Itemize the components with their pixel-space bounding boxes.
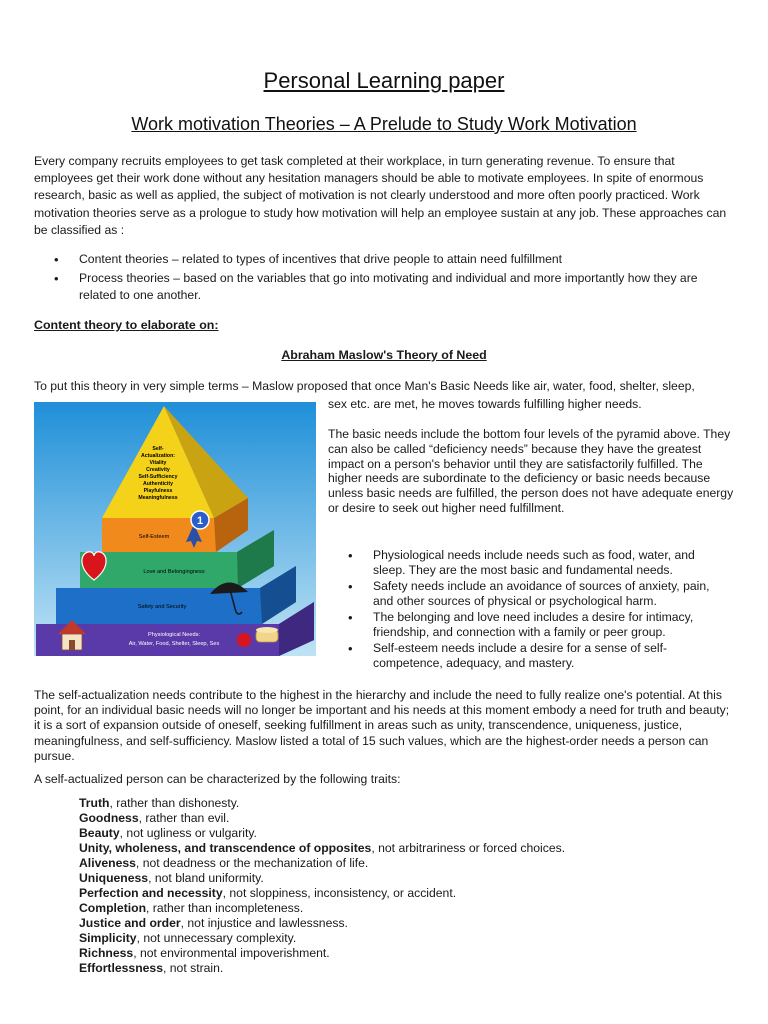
trait-desc: , not environmental impoverishment. [133, 946, 330, 960]
list-item: • Physiological needs include needs such as food, water, and sleep. They are the most basic and fundamental needs. [328, 548, 728, 578]
safety-label: Safety and Security [137, 604, 187, 610]
svg-text:1: 1 [196, 515, 204, 527]
list-item: • The belonging and love need includes a desire for intimacy, friendship, and connection with a family or peer group. [328, 610, 728, 640]
approaches-list [34, 251, 734, 307]
trait-desc: , rather than evil. [138, 811, 230, 825]
intro-paragraph: Every company recruits employees to get task completed at their workplace, in turn generating revenue. To ensure that employees get their work done without any hesitation managers should be able to motivate employees. In spite of enormous research, basic as well as applied, the subject of motivation is not clearly understood and more often poorly practiced. Work motivation theories serve as a prologue to study how motivation will help an employee sustain at any job. These approaches can be classified as : [34, 154, 727, 237]
top-label: Meaningfulness [138, 495, 178, 501]
traits-list [79, 796, 719, 976]
trait-item [79, 826, 719, 841]
physio-label: Physiological Needs: [148, 632, 200, 638]
trait-item [79, 871, 719, 886]
maslow-intro-line2: sex etc. are met, he moves towards fulfilling higher needs. [328, 397, 642, 411]
trait-term: Aliveness [79, 856, 136, 870]
trait-item [79, 931, 719, 946]
maslow-pyramid-image [34, 402, 316, 656]
trait-item [79, 961, 719, 976]
top-label: Authenticity [143, 481, 173, 487]
trait-item [79, 796, 719, 811]
trait-item [79, 811, 719, 826]
traits-intro: A self-actualized person can be characterized by the following traits: [34, 772, 401, 786]
trait-desc: , not injustice and lawlessness. [180, 916, 348, 930]
trait-term: Completion [79, 901, 147, 915]
trait-item [79, 886, 719, 901]
trait-term: Goodness [79, 811, 139, 825]
top-label: Creativity [146, 467, 170, 473]
trait-desc: , not deadness or the mechanization of life. [135, 856, 369, 870]
trait-term: Perfection and necessity [79, 886, 223, 900]
trait-desc: , not ugliness or vulgarity. [119, 826, 257, 840]
top-label: Vitality [149, 460, 167, 466]
list-item: • Content theories – related to types of incentives that drive people to attain need fulfillment [34, 251, 734, 268]
top-label: Playfulness [143, 488, 173, 494]
list-item: • Process theories – based on the variables that go into motivating and individual and more importantly how they are related to one another. [34, 270, 734, 304]
love-label: Love and Belongingness [143, 569, 205, 575]
trait-desc: , not unnecessary complexity. [136, 931, 297, 945]
trait-item [79, 841, 719, 856]
trait-desc: , not bland uniformity. [148, 871, 264, 885]
trait-term: Truth [79, 796, 110, 810]
content-theory-heading: Content theory to elaborate on: [34, 318, 219, 332]
trait-term: Beauty [79, 826, 120, 840]
maslow-heading: Abraham Maslow's Theory of Need [281, 348, 487, 362]
trait-item [79, 916, 719, 931]
trait-term: Richness [79, 946, 134, 960]
trait-item [79, 946, 719, 961]
trait-desc: , not arbitrariness or forced choices. [371, 841, 566, 855]
top-label: Actualization: [140, 453, 176, 459]
page-subtitle: Work motivation Theories – A Prelude to Study Work Motivation [131, 114, 637, 134]
trait-desc: , not sloppiness, inconsistency, or accident. [222, 886, 457, 900]
self-esteem-label: Self-Esteem [138, 534, 170, 540]
trait-desc: , rather than incompleteness. [146, 901, 304, 915]
trait-term: Effortlessness [79, 961, 163, 975]
self-actualization-paragraph: The self-actualization needs contribute to the highest in the hierarchy and include the need to fully realize one's potential. At this point, for an individual basic needs will no longer be important and his needs at this moment embody a need for truth and beauty; it is a sort of expansion outside of oneself, seeking fulfillment in areas such as unity, transcendence, uniqueness, justice, meaningfulness, and self-sufficiency. Maslow listed a total of 15 such values, which are the highest-order needs a person can pursue. [34, 688, 730, 763]
trait-item [79, 856, 719, 871]
maslow-intro-line1: To put this theory in very simple terms – Maslow proposed that once Man's Basic Needs like air, water, food, shelter, sleep, [34, 379, 695, 393]
list-item: • Self-esteem needs include a desire for a sense of self-competence, adequacy, and mastery. [328, 641, 728, 671]
needs-list [328, 548, 728, 672]
trait-desc: , not strain. [163, 961, 224, 975]
trait-term: Simplicity [79, 931, 137, 945]
trait-term: Justice and order [79, 916, 181, 930]
trait-desc: , rather than dishonesty. [109, 796, 240, 810]
trait-term: Uniqueness [79, 871, 149, 885]
top-label: Self-Sufficiency [138, 474, 178, 480]
list-item: • Safety needs include an avoidance of sources of anxiety, pain, and other sources of physical or psychological harm. [328, 579, 728, 609]
top-label: Self- [152, 446, 164, 452]
basic-needs-paragraph: The basic needs include the bottom four levels of the pyramid above. They can also be called “deficiency needs” because they have the greatest impact on a person's behavior until they are satisfactorily fulfilled. The higher needs are subordinate to the deficiency or basic needs because unless basic needs are fulfilled, the person does not have adequate energy or desire to seek out higher need fulfillment. [328, 427, 734, 515]
page-title: Personal Learning paper [263, 68, 505, 93]
trait-item [79, 901, 719, 916]
physio-sublabel: Air, Water, Food, Shelter, Sleep, Sex [128, 641, 220, 647]
trait-term: Unity, wholeness, and transcendence of opposites [79, 841, 372, 855]
